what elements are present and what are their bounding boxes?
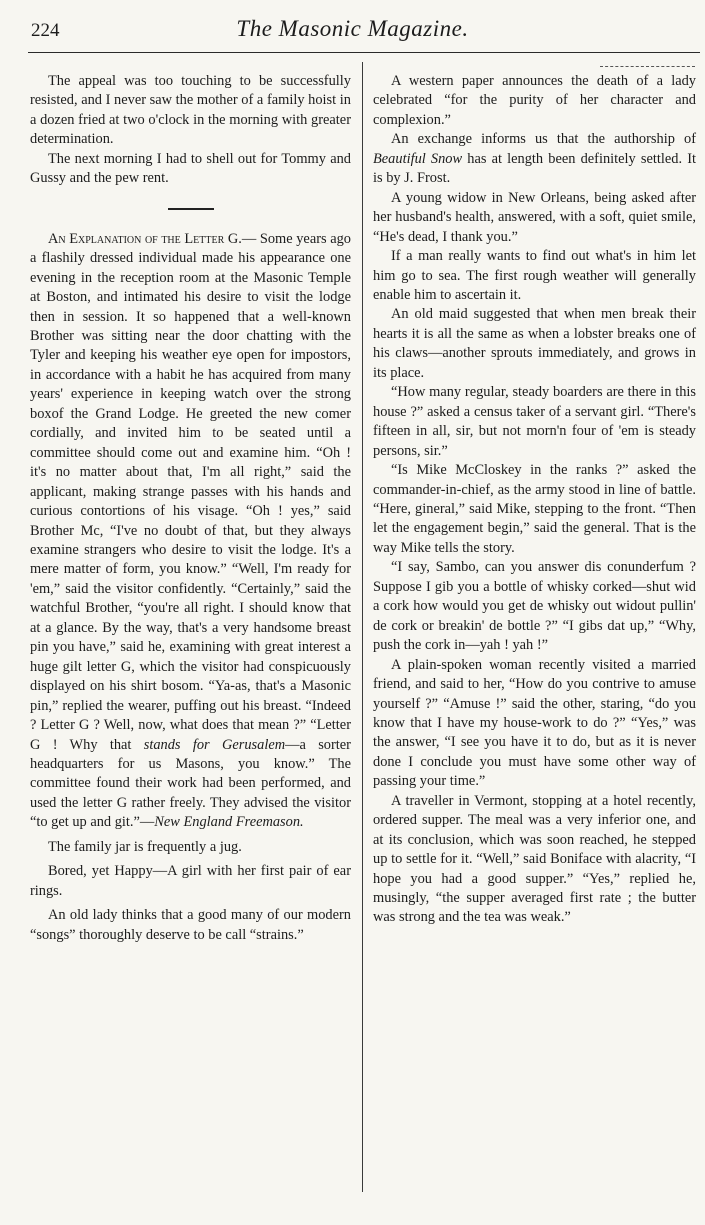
article-text-continued: —a sorter headquarters for us Masons, you know.” The committee found their work had been performed, and used the letter G rather freely. They advised the visitor “to get up and git.”— <box>30 736 351 831</box>
paragraph: The family jar is frequently a jug. <box>48 838 242 855</box>
column-top-dashes <box>600 66 695 67</box>
article-italic-text: stands for Gerusalem <box>143 736 286 753</box>
right-column <box>373 72 696 928</box>
paragraph: “I say, Sambo, can you answer dis conunderfum ? Suppose I gib you a bottle of whisky corked—shut wid a cork how would you get de whisky out widout pullin' de cork or breakin' de bottle ?” “I gibs dat up,” “Why, push the cork in—yah ! yah !” <box>373 559 696 654</box>
paragraph: The next morning I had to shell out for Tommy and Gussy and the pew rent. <box>30 150 351 187</box>
paragraph: A young widow in New Orleans, being asked after her husband's health, answered, with a soft, quiet smile, “He's dead, I thank you.” <box>373 189 696 245</box>
paragraph: If a man really wants to find out what's in him let him go to sea. The first rough weather will generally enable him to ascertain it. <box>373 248 696 303</box>
article-text: Some years ago a flashily dressed individual made his appearance one evening in the reception room at the Masonic Temple at Boston, and intimated his desire to visit the lodge then in session. It so happened that a well-known Brother was sitting near the door chatting with the Tyler and keeping his weather eye open for impostors, in accordance with a habit he has acquired from many years' experience in keeping watch over the strong boxof the Grand Lodge. He greeted the new comer cordially, and invited him to be seated until a committee should come out and examine him. “Oh ! it's no matter about that, I'm all right,” said the applicant, making strange passes with his hands and curious contortions of his visage. “Oh ! yes,” said Brother Mc, “I've no doubt of that, but they always examine strangers who desire to visit the lodge. It's a mere matter of form, you know.” “Well, I'm ready for 'em,” said the visitor confidently. “Certainly,” said the watchful Brother, “you're all right. I should know that at a glance. By the way, that's a very handsome breast pin you have,” said he, examining with great interest a huge gilt letter G, which the visitor had conspicuously displayed on his shirt bosom. “Ya-as, that's a Masonic pin,” replied the wearer, puffing out his breast. “Indeed ? Letter G ? Well, now, what does that mean ?” “Letter G ! Why that <box>30 230 351 753</box>
header-rule <box>28 52 700 53</box>
paragraph: A western paper announces the death of a lady celebrated “for the purity of her character and complexion.” <box>373 73 696 128</box>
paragraph <box>373 130 696 188</box>
section-divider <box>168 208 214 210</box>
article-paragraph <box>30 230 351 833</box>
article-source: New England Freemason. <box>154 814 304 831</box>
article-heading: An Explanation of the Letter G.— <box>48 230 257 247</box>
paragraph: “Is Mike McCloskey in the ranks ?” asked the commander-in-chief, as the army stood in line of battle. “Here, gineral,” said Mike, stepping to the front. “Then let the engagement begin,” said the general. That is the way Mike tells the story. <box>373 462 696 556</box>
book-title: Beautiful Snow <box>373 150 463 167</box>
paragraph: An old lady thinks that a good many of our modern “songs” thoroughly deserve to be call “strains.” <box>30 907 351 943</box>
running-title: The Masonic Magazine. <box>236 16 469 41</box>
paragraph: An old maid suggested that when men break their hearts it is all the same as when a lobster breaks one of his claws—another sprouts immediately, and grows in its place. <box>373 306 696 381</box>
paragraph-text: An exchange informs us that the authorship of <box>391 131 696 148</box>
page-number: 224 <box>31 20 60 41</box>
paragraph: The appeal was too touching to be successfully resisted, and I never saw the mother of a family hoist in a dozen fried at two o'clock in the morning with greater determination. <box>30 73 351 148</box>
paragraph: Bored, yet Happy—A girl with her first pair of ear rings. <box>30 863 351 899</box>
paragraph-text: has at length been definitely settled. It is by J. Frost. <box>373 150 696 187</box>
paragraph: “How many regular, steady boarders are there in this house ?” asked a census taker of a servant girl. “There's fifteen in all, sir, but not morn'n four of 'em is steady persons, sir.” <box>373 384 696 459</box>
paragraph: A traveller in Vermont, stopping at a hotel recently, ordered supper. The meal was a very inferior one, and at its conclusion, which was soon reached, he stepped up to settle for it. “Well,” said Boniface with alacrity, “I hope you had a good supper.” “Yes,” replied he, musingly, “the supper averaged first rate ; the butter was strong and the tea was weak.” <box>373 792 696 926</box>
paragraph: A plain-spoken woman recently visited a married friend, and said to her, “How do you contrive to amuse yourself ?” “Amuse !” said the other, staring, “do you know that I have my house-work to do ?” “Yes,” was the answer, “I see you have it to do, but as it is never done I conclude you must have some other way of passing your time.” <box>373 656 696 790</box>
page-header <box>0 0 705 52</box>
column-divider <box>362 62 363 1192</box>
left-column <box>30 72 351 945</box>
